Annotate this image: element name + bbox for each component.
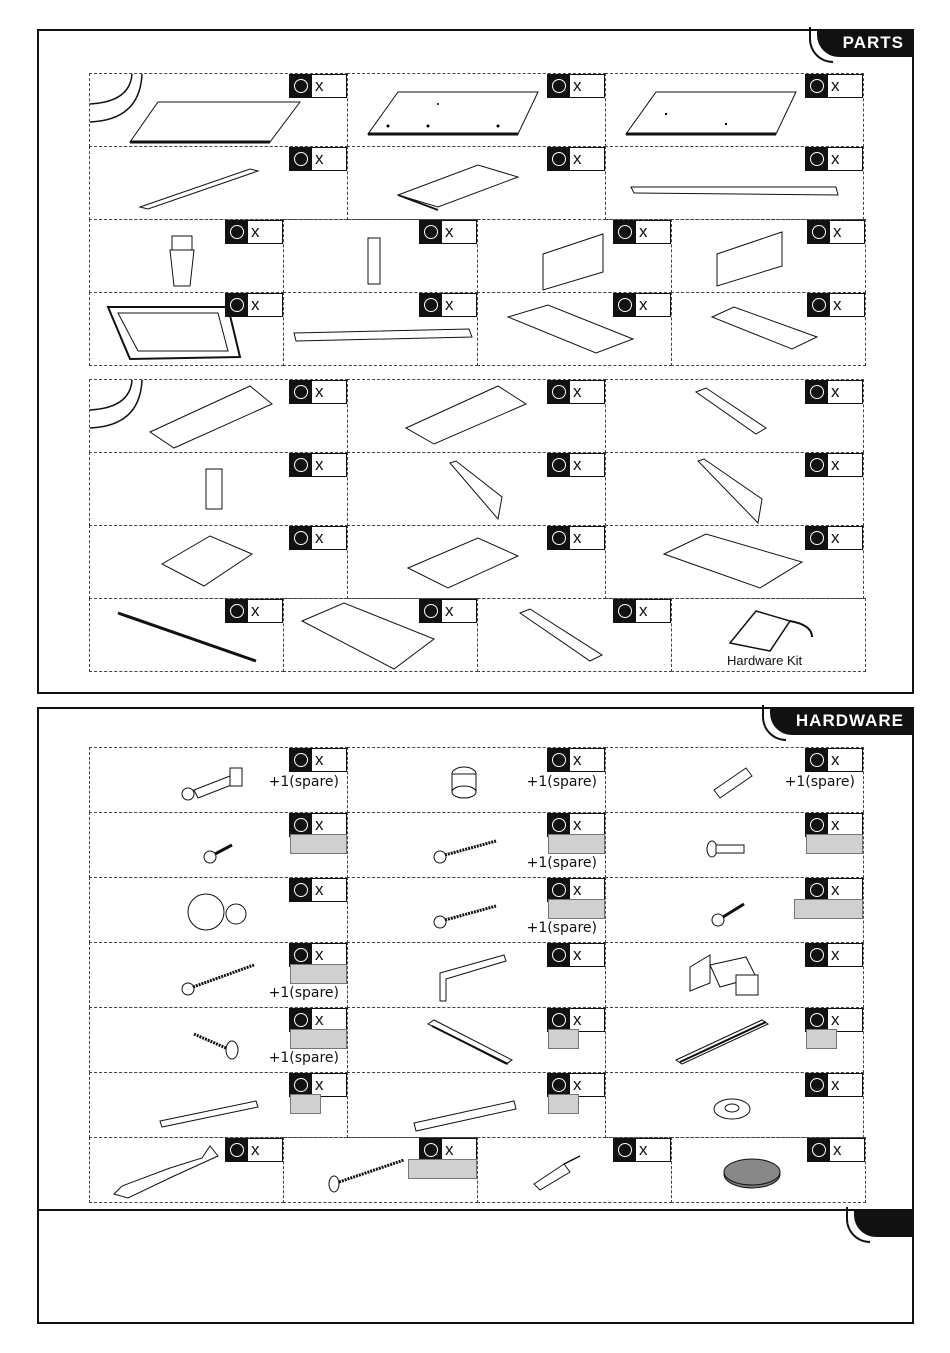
gray-box	[548, 834, 605, 854]
hardware-cell	[347, 1007, 606, 1073]
hardware-cell	[347, 942, 606, 1008]
gray-box	[548, 1029, 579, 1049]
qty-box: x	[807, 220, 865, 244]
part-cell	[283, 292, 478, 366]
hardware-cell	[477, 1137, 672, 1203]
gray-box	[548, 899, 605, 919]
hardware-cell	[605, 812, 864, 878]
hardware-cell	[89, 1007, 348, 1073]
hardware-cell	[605, 1007, 864, 1073]
part-cell	[283, 219, 478, 293]
hardware-cell	[605, 942, 864, 1008]
spare-label: +1(spare)	[526, 774, 597, 790]
qty-box: x	[547, 1073, 605, 1097]
gray-box	[290, 964, 347, 984]
qty-box: x	[805, 74, 863, 98]
qty-box: x	[289, 943, 347, 967]
parts-panel	[37, 29, 914, 694]
qty-box: x	[419, 599, 477, 623]
qty-box: x	[547, 526, 605, 550]
qty-box: x	[613, 293, 671, 317]
qty-box: x	[547, 813, 605, 837]
qty-box: x	[547, 380, 605, 404]
hardware-cell	[89, 747, 348, 813]
qty-box: x	[805, 1008, 863, 1032]
part-cell	[89, 292, 284, 366]
part-cell	[477, 598, 672, 672]
qty-box: x	[805, 526, 863, 550]
part-cell	[671, 292, 866, 366]
part-cell	[347, 452, 606, 526]
hardware-cell	[605, 877, 864, 943]
gray-box	[290, 1094, 321, 1114]
hardware-cell	[89, 942, 348, 1008]
gray-box	[806, 834, 863, 854]
part-cell	[605, 452, 864, 526]
qty-box: x	[613, 220, 671, 244]
hardware-cell	[671, 1137, 866, 1203]
part-cell	[89, 452, 348, 526]
hardware-cell	[347, 1072, 606, 1138]
hardware-kit-cell	[671, 598, 866, 672]
qty-box: x	[805, 813, 863, 837]
qty-box: x	[547, 453, 605, 477]
qty-box: x	[547, 748, 605, 772]
qty-box: x	[225, 220, 283, 244]
gray-box	[290, 834, 347, 854]
part-cell	[605, 146, 864, 220]
hardware-kit-label: Hardware Kit	[727, 653, 803, 668]
qty-box: x	[807, 1138, 865, 1162]
qty-box: x	[225, 1138, 283, 1162]
gray-box	[290, 1029, 347, 1049]
qty-box: x	[805, 943, 863, 967]
gray-box	[806, 1029, 837, 1049]
hardware-panel	[37, 707, 914, 1211]
hardware-cell	[347, 812, 606, 878]
spare-label: +1(spare)	[268, 774, 339, 790]
qty-box: x	[547, 1008, 605, 1032]
part-cell	[283, 598, 478, 672]
qty-box: x	[289, 813, 347, 837]
qty-box: x	[289, 147, 347, 171]
part-cell	[605, 379, 864, 453]
qty-box: x	[805, 380, 863, 404]
qty-box: x	[225, 293, 283, 317]
spare-label: +1(spare)	[268, 1050, 339, 1066]
hardware-cell	[89, 1137, 284, 1203]
qty-box: x	[289, 526, 347, 550]
part-cell	[477, 219, 672, 293]
qty-box: x	[805, 1073, 863, 1097]
part-cell	[605, 73, 864, 147]
gray-box	[794, 899, 863, 919]
qty-box: x	[807, 293, 865, 317]
qty-box: x	[613, 599, 671, 623]
part-cell	[347, 146, 606, 220]
spare-label: +1(spare)	[784, 774, 855, 790]
gray-box	[548, 1094, 579, 1114]
hardware-cell	[89, 1072, 348, 1138]
qty-box: x	[547, 878, 605, 902]
qty-box: x	[289, 748, 347, 772]
blank-tab	[854, 1209, 914, 1237]
hardware-cell	[605, 747, 864, 813]
part-cell	[89, 146, 348, 220]
part-cell	[347, 73, 606, 147]
notes-panel	[37, 1209, 914, 1324]
part-cell	[605, 525, 864, 599]
part-cell	[89, 73, 348, 147]
hardware-cell	[347, 877, 606, 943]
hardware-cell	[89, 812, 348, 878]
part-cell	[89, 525, 348, 599]
part-cell	[671, 219, 866, 293]
parts-tab: PARTS	[817, 29, 914, 57]
part-cell	[347, 525, 606, 599]
qty-box: x	[613, 1138, 671, 1162]
hardware-cell	[605, 1072, 864, 1138]
qty-box: x	[289, 1073, 347, 1097]
qty-box: x	[289, 1008, 347, 1032]
qty-box: x	[289, 74, 347, 98]
qty-box: x	[547, 74, 605, 98]
qty-box: x	[419, 293, 477, 317]
part-cell	[89, 219, 284, 293]
qty-box: x	[289, 878, 347, 902]
qty-box: x	[419, 220, 477, 244]
part-cell	[89, 598, 284, 672]
hardware-cell	[89, 877, 348, 943]
hardware-tab: HARDWARE	[770, 707, 914, 735]
qty-box: x	[225, 599, 283, 623]
part-cell	[89, 379, 348, 453]
qty-box: x	[805, 878, 863, 902]
qty-box: x	[419, 1138, 477, 1162]
spare-label: +1(spare)	[526, 855, 597, 871]
gray-box	[408, 1159, 477, 1179]
spare-label: +1(spare)	[526, 920, 597, 936]
hardware-cell	[283, 1137, 478, 1203]
qty-box: x	[289, 453, 347, 477]
part-cell	[477, 292, 672, 366]
qty-box: x	[547, 943, 605, 967]
hardware-cell	[347, 747, 606, 813]
qty-box: x	[547, 147, 605, 171]
qty-box: x	[805, 748, 863, 772]
qty-box: x	[289, 380, 347, 404]
qty-box: x	[805, 453, 863, 477]
spare-label: +1(spare)	[268, 985, 339, 1001]
qty-box: x	[805, 147, 863, 171]
part-cell	[347, 379, 606, 453]
